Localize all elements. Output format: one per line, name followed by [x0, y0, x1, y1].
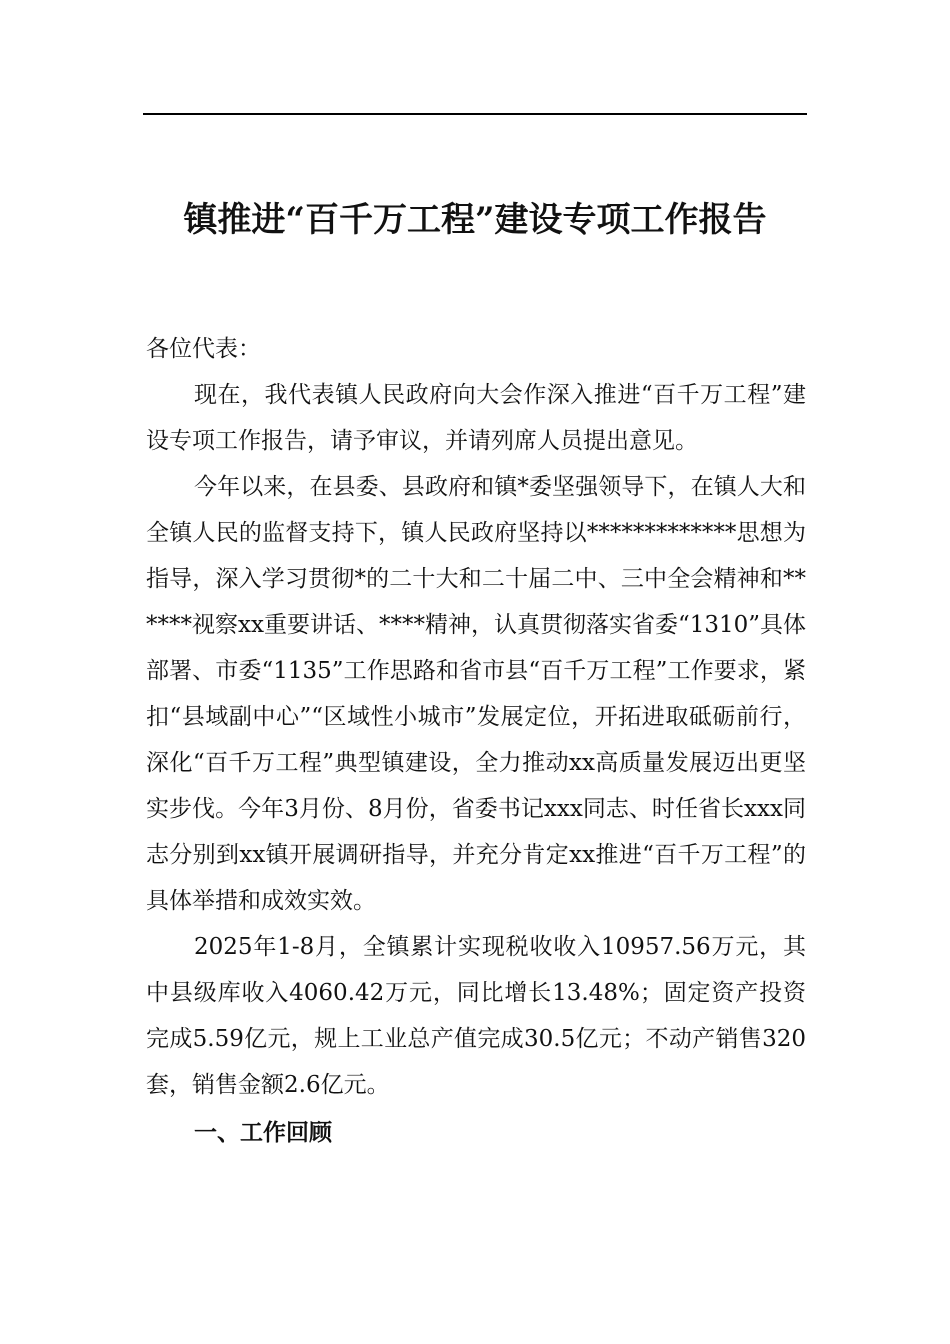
- header-rule: [143, 113, 807, 115]
- paragraph-intro: 现在，我代表镇人民政府向大会作深入推进“百千万工程”建设专项工作报告，请予审议，并请列席人员提出意见。: [146, 382, 806, 454]
- section-heading: 一、工作回顾: [194, 1119, 332, 1146]
- paragraph-statistics: 2025年1-8月，全镇累计实现税收收入10957.56万元，其中县级库收入4060.42万元，同比增长13.48%；固定资产投资完成5.59亿元，规上工业总产值完成30.5亿元；不动产销售320套，销售金额2.6亿元。: [146, 934, 806, 1098]
- document-body: [146, 326, 806, 1156]
- salutation: 各位代表：: [146, 336, 261, 362]
- paragraph-overview: 今年以来，在县委、县政府和镇*委坚强领导下，在镇人大和全镇人民的监督支持下，镇人民政府坚持以*************思想为指导，深入学习贯彻*的二十大和二十届二中、三中全会精神和******视察xx重要讲话、****精神，认真贯彻落实省委“1310”具体部署、市委“1135”工作思路和省市县“百千万工程”工作要求，紧扣“县域副中心”“区域性小城市”发展定位，开拓进取砥砺前行，深化“百千万工程”典型镇建设，全力推动xx高质量发展迈出更坚实步伐。今年3月份、8月份，省委书记xxx同志、时任省长xxx同志分别到xx镇开展调研指导，并充分肯定xx推进“百千万工程”的具体举措和成效实效。: [146, 474, 806, 914]
- document-title: 镇推进“百千万工程”建设专项工作报告: [183, 200, 767, 240]
